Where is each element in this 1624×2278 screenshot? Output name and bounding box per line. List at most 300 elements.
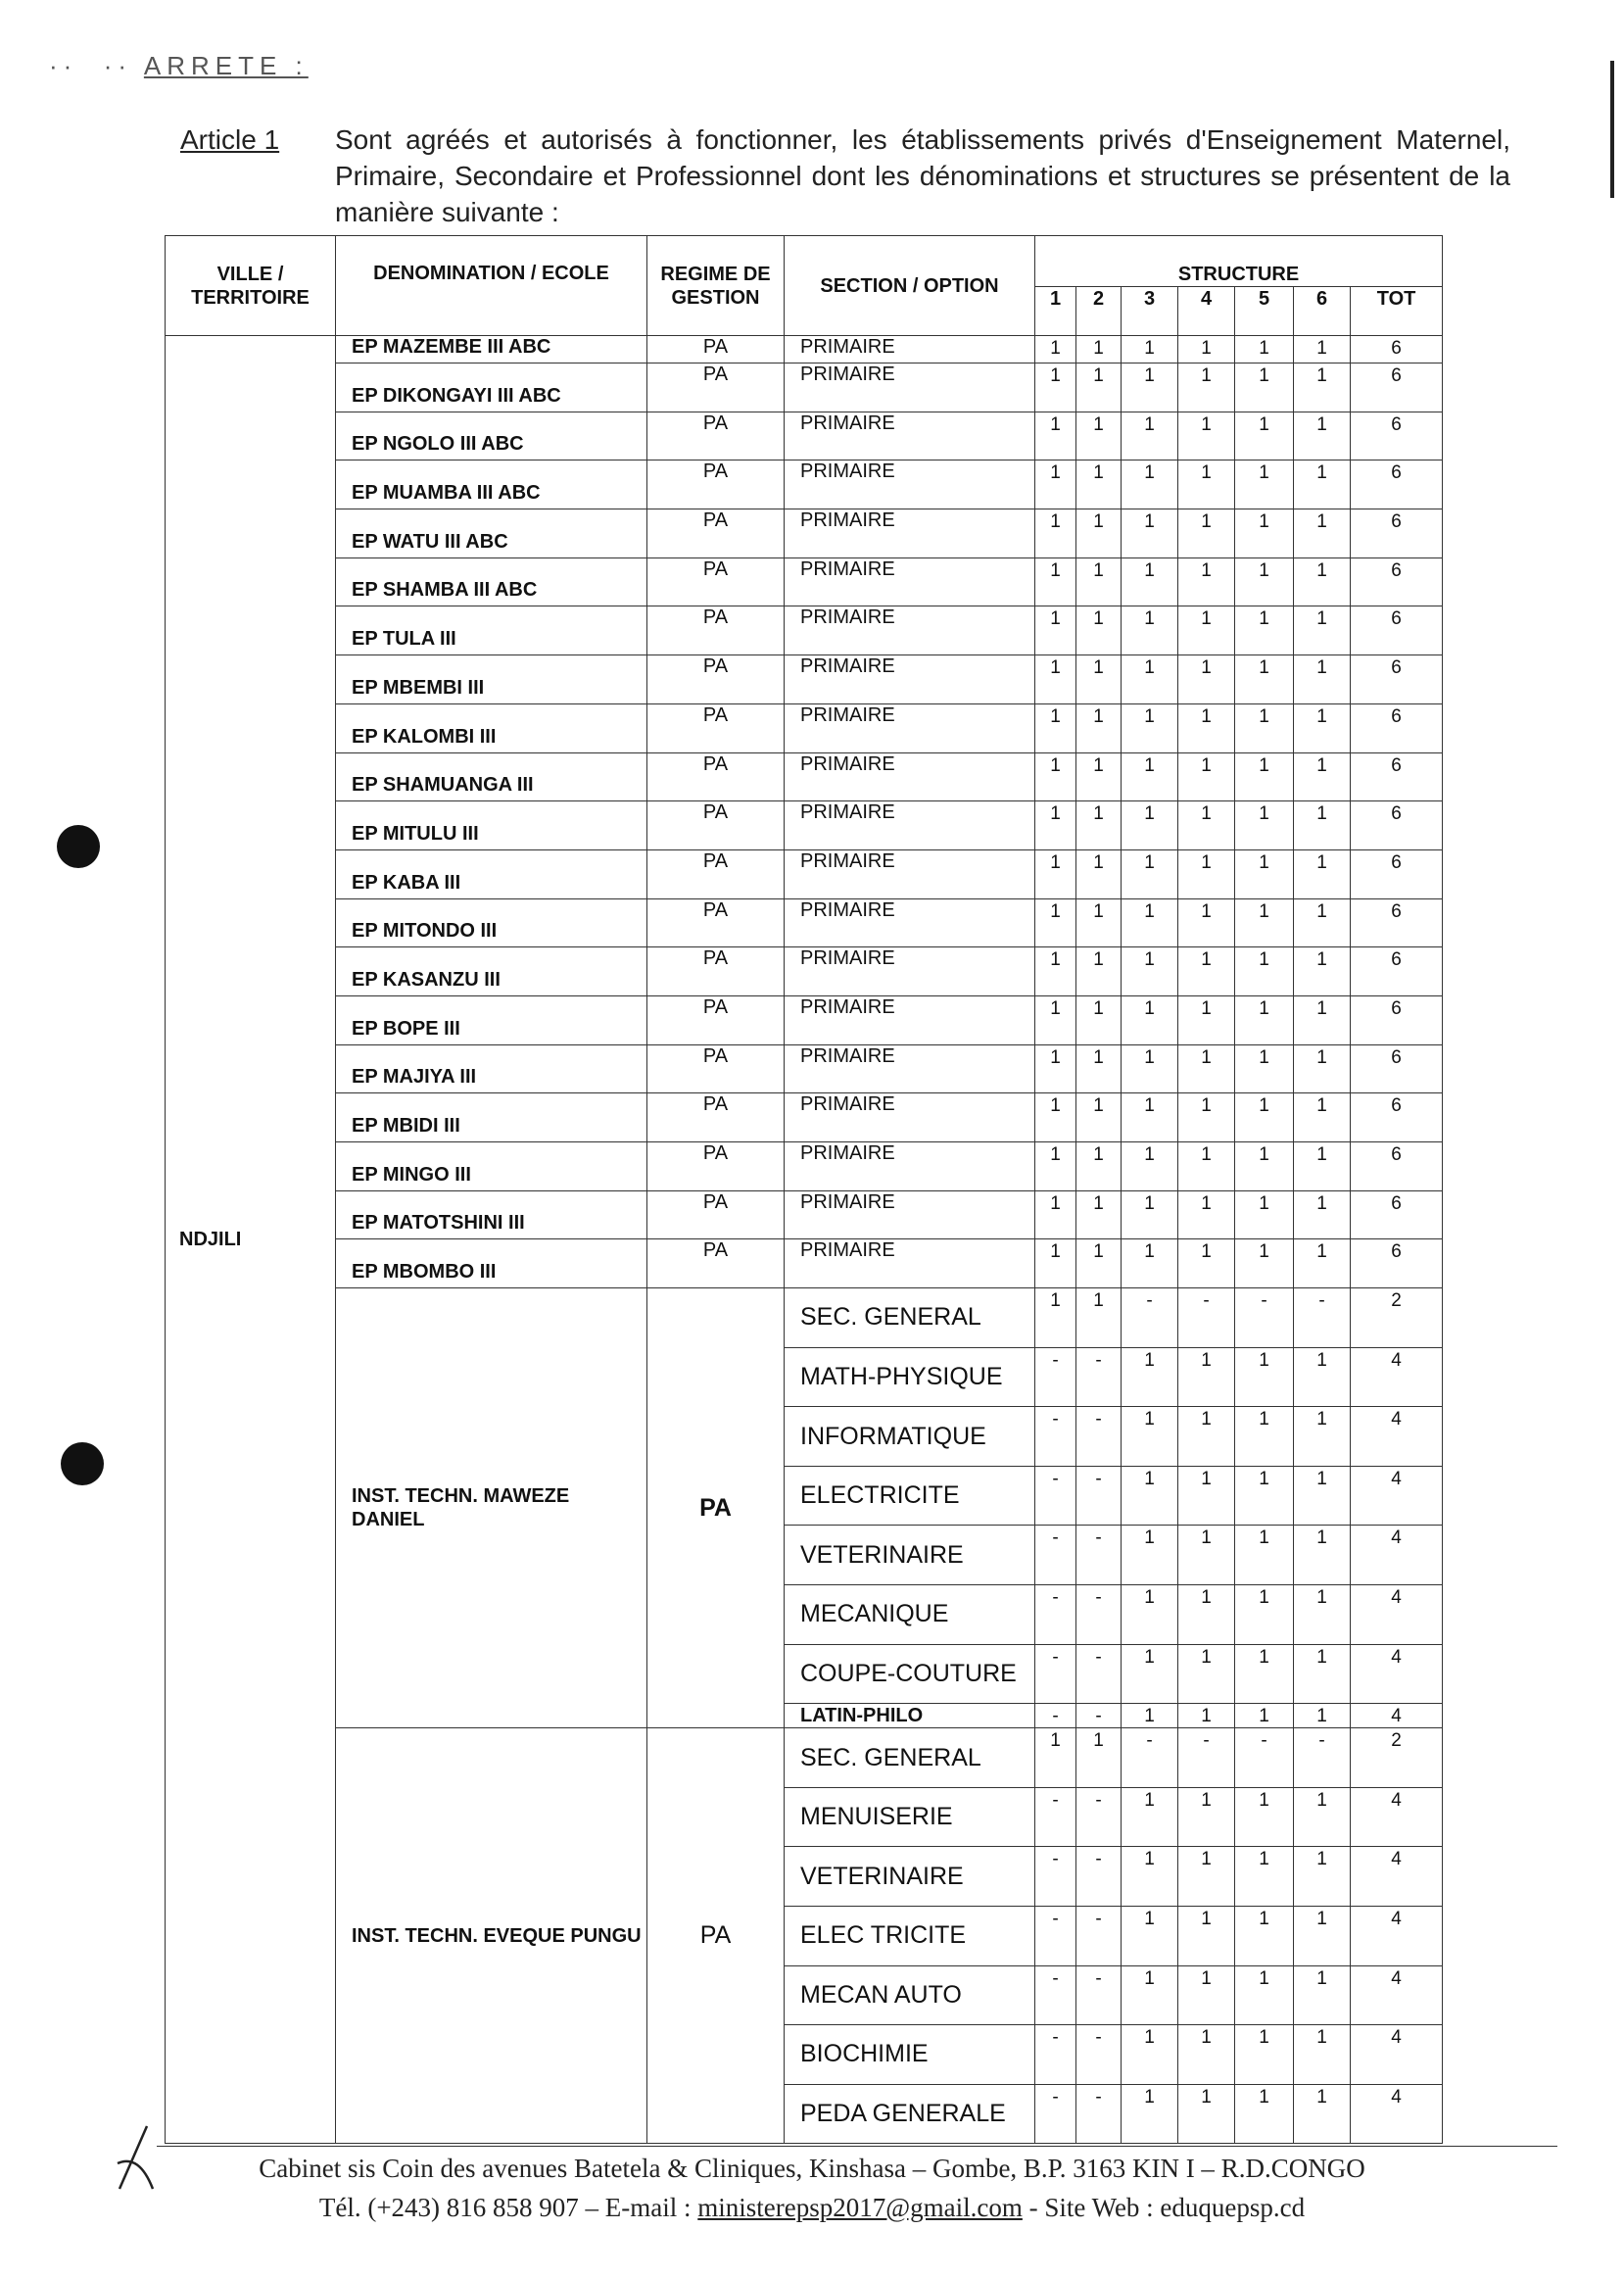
- structure-value: 1: [1235, 1239, 1294, 1288]
- structure-value: 6: [1351, 1093, 1443, 1142]
- option-cell: MECANIQUE: [785, 1585, 1035, 1645]
- structure-value: -: [1035, 1526, 1076, 1585]
- header-col-1: 1: [1035, 287, 1076, 336]
- regime-cell: PA: [647, 364, 785, 412]
- school-name: EP MAZEMBE III ABC: [336, 336, 647, 364]
- school-name: EP DIKONGAYI III ABC: [336, 364, 647, 412]
- footer-contact: [0, 2193, 1624, 2223]
- option-cell: BIOCHIMIE: [785, 2025, 1035, 2085]
- structure-value: -: [1178, 1728, 1235, 1788]
- structure-value: 1: [1122, 1965, 1178, 2025]
- structure-value: -: [1076, 1644, 1122, 1704]
- structure-value: 1: [1235, 752, 1294, 801]
- structure-value: -: [1076, 1466, 1122, 1526]
- structure-value: 1: [1122, 336, 1178, 364]
- structure-value: 1: [1294, 1190, 1351, 1239]
- document-header-mark: ·· ·· ARRETE :: [49, 51, 309, 80]
- structure-value: 1: [1076, 364, 1122, 412]
- structure-value: 6: [1351, 557, 1443, 606]
- table-row: [166, 557, 1443, 606]
- structure-value: 1: [1076, 606, 1122, 655]
- structure-value: 1: [1294, 703, 1351, 752]
- punch-hole-mark: [57, 825, 100, 868]
- table-row: [166, 1093, 1443, 1142]
- structure-value: 1: [1178, 1239, 1235, 1288]
- structure-value: 1: [1035, 1044, 1076, 1093]
- structure-value: -: [1035, 1407, 1076, 1467]
- structure-value: -: [1076, 1347, 1122, 1407]
- structure-value: 1: [1294, 606, 1351, 655]
- structure-value: 6: [1351, 336, 1443, 364]
- structure-value: -: [1035, 2025, 1076, 2085]
- option-cell: VETERINAIRE: [785, 1526, 1035, 1585]
- structure-value: 1: [1178, 1093, 1235, 1142]
- structure-value: 1: [1035, 947, 1076, 996]
- structure-value: 4: [1351, 2025, 1443, 2085]
- structure-value: 1: [1122, 995, 1178, 1044]
- structure-value: 1: [1235, 2084, 1294, 2144]
- structure-value: 1: [1294, 1907, 1351, 1966]
- structure-value: 1: [1178, 1644, 1235, 1704]
- structure-value: 1: [1178, 557, 1235, 606]
- structure-value: 1: [1076, 1239, 1122, 1288]
- structure-value: -: [1235, 1728, 1294, 1788]
- structure-value: -: [1035, 1965, 1076, 2025]
- structure-value: 1: [1178, 606, 1235, 655]
- structure-value: 1: [1035, 336, 1076, 364]
- structure-value: 6: [1351, 703, 1443, 752]
- structure-value: 1: [1294, 1585, 1351, 1645]
- table-row: [166, 606, 1443, 655]
- section-cell: PRIMAIRE: [785, 1190, 1035, 1239]
- structure-value: 1: [1235, 1407, 1294, 1467]
- structure-value: 1: [1294, 2025, 1351, 2085]
- header-structure: STRUCTURE: [1035, 236, 1443, 287]
- structure-value: 1: [1122, 557, 1178, 606]
- structure-value: 4: [1351, 1347, 1443, 1407]
- table-row: [166, 1728, 1443, 1788]
- option-cell: ELECTRICITE: [785, 1466, 1035, 1526]
- table-row: [166, 947, 1443, 996]
- regime-cell: PA: [647, 509, 785, 558]
- structure-value: 1: [1035, 1190, 1076, 1239]
- structure-value: 1: [1122, 947, 1178, 996]
- structure-value: -: [1035, 1704, 1076, 1728]
- structure-value: 1: [1122, 898, 1178, 947]
- structure-value: 1: [1235, 412, 1294, 460]
- school-name: EP MAJIYA III: [336, 1044, 647, 1093]
- structure-value: 1: [1122, 412, 1178, 460]
- structure-value: 1: [1294, 898, 1351, 947]
- option-cell: MENUISERIE: [785, 1787, 1035, 1847]
- section-cell: PRIMAIRE: [785, 336, 1035, 364]
- structure-value: 1: [1122, 2025, 1178, 2085]
- regime-cell: PA: [647, 1239, 785, 1288]
- structure-value: -: [1035, 1585, 1076, 1645]
- table-row: [166, 801, 1443, 850]
- structure-value: 1: [1122, 752, 1178, 801]
- structure-value: 1: [1035, 849, 1076, 898]
- structure-value: 1: [1178, 1347, 1235, 1407]
- school-name: EP NGOLO III ABC: [336, 412, 647, 460]
- section-cell: PRIMAIRE: [785, 752, 1035, 801]
- option-cell: MATH-PHYSIQUE: [785, 1347, 1035, 1407]
- table-row: [166, 460, 1443, 509]
- structure-value: 1: [1122, 1907, 1178, 1966]
- structure-value: 1: [1178, 336, 1235, 364]
- structure-value: 1: [1122, 1093, 1178, 1142]
- structure-value: 1: [1035, 1239, 1076, 1288]
- header-col-tot: TOT: [1351, 287, 1443, 336]
- structure-value: 1: [1294, 1466, 1351, 1526]
- structure-value: 6: [1351, 655, 1443, 704]
- regime-cell: PA: [647, 1728, 785, 2144]
- structure-value: 1: [1235, 947, 1294, 996]
- structure-value: 1: [1294, 849, 1351, 898]
- structure-value: 1: [1178, 1965, 1235, 2025]
- structure-value: -: [1076, 1787, 1122, 1847]
- regime-cell: PA: [647, 947, 785, 996]
- structure-value: 4: [1351, 1466, 1443, 1526]
- regime-cell: PA: [647, 849, 785, 898]
- article-label: Article 1: [180, 124, 280, 155]
- structure-value: 1: [1178, 898, 1235, 947]
- header-col-3: 3: [1122, 287, 1178, 336]
- structure-value: 1: [1076, 849, 1122, 898]
- section-cell: PRIMAIRE: [785, 1044, 1035, 1093]
- structure-value: 1: [1122, 1585, 1178, 1645]
- regime-cell: PA: [647, 1190, 785, 1239]
- structure-value: 1: [1294, 1093, 1351, 1142]
- structure-value: 4: [1351, 1847, 1443, 1907]
- structure-value: 1: [1122, 460, 1178, 509]
- school-name: EP KALOMBI III: [336, 703, 647, 752]
- footer-divider: [157, 2146, 1557, 2147]
- structure-value: 1: [1294, 557, 1351, 606]
- structure-value: -: [1294, 1728, 1351, 1788]
- structure-value: 1: [1122, 1044, 1178, 1093]
- structure-value: 4: [1351, 1704, 1443, 1728]
- structure-value: 4: [1351, 1407, 1443, 1467]
- section-cell: PRIMAIRE: [785, 947, 1035, 996]
- structure-value: 1: [1178, 849, 1235, 898]
- structure-value: 1: [1076, 995, 1122, 1044]
- section-cell: PRIMAIRE: [785, 509, 1035, 558]
- structure-value: 4: [1351, 1644, 1443, 1704]
- structure-value: 1: [1178, 1142, 1235, 1191]
- structure-value: 1: [1035, 1288, 1076, 1348]
- structure-value: 1: [1076, 752, 1122, 801]
- structure-value: 6: [1351, 460, 1443, 509]
- structure-value: 1: [1122, 655, 1178, 704]
- regime-cell: PA: [647, 1044, 785, 1093]
- structure-value: 4: [1351, 1907, 1443, 1966]
- structure-value: 1: [1294, 509, 1351, 558]
- structure-value: 1: [1294, 412, 1351, 460]
- regime-cell: PA: [647, 703, 785, 752]
- structure-value: -: [1035, 2084, 1076, 2144]
- section-cell: PRIMAIRE: [785, 557, 1035, 606]
- structure-value: 1: [1122, 801, 1178, 850]
- structure-value: -: [1035, 1787, 1076, 1847]
- school-name: EP MITONDO III: [336, 898, 647, 947]
- structure-value: 1: [1122, 1347, 1178, 1407]
- structure-value: 1: [1122, 1190, 1178, 1239]
- structure-value: 1: [1178, 752, 1235, 801]
- section-cell: PRIMAIRE: [785, 849, 1035, 898]
- structure-value: 1: [1235, 1585, 1294, 1645]
- structure-value: 1: [1235, 849, 1294, 898]
- school-name: EP MBIDI III: [336, 1093, 647, 1142]
- regime-cell: PA: [647, 995, 785, 1044]
- structure-value: 1: [1178, 364, 1235, 412]
- section-cell: PRIMAIRE: [785, 1093, 1035, 1142]
- regime-cell: PA: [647, 1093, 785, 1142]
- header-ville: VILLE / TERRITOIRE: [166, 236, 336, 336]
- structure-value: 6: [1351, 509, 1443, 558]
- header-regime: REGIME DE GESTION: [647, 236, 785, 336]
- section-cell: PRIMAIRE: [785, 1142, 1035, 1191]
- school-name: EP BOPE III: [336, 995, 647, 1044]
- table-row: [166, 1142, 1443, 1191]
- structure-value: 1: [1294, 1044, 1351, 1093]
- table-row: [166, 1239, 1443, 1288]
- structure-value: 1: [1122, 849, 1178, 898]
- header-col-6: 6: [1294, 287, 1351, 336]
- structure-value: 6: [1351, 412, 1443, 460]
- structure-value: 1: [1178, 1466, 1235, 1526]
- structure-value: 1: [1076, 1288, 1122, 1348]
- structure-value: 1: [1235, 1847, 1294, 1907]
- footer-email-link[interactable]: ministerepsp2017@gmail.com: [697, 2193, 1023, 2222]
- section-cell: PRIMAIRE: [785, 364, 1035, 412]
- structure-value: 6: [1351, 995, 1443, 1044]
- structure-value: 1: [1294, 460, 1351, 509]
- option-cell: SEC. GENERAL: [785, 1728, 1035, 1788]
- school-name: EP KABA III: [336, 849, 647, 898]
- structure-value: 1: [1035, 801, 1076, 850]
- article-paragraph: [180, 121, 1512, 227]
- structure-value: 1: [1178, 1407, 1235, 1467]
- option-cell: COUPE-COUTURE: [785, 1644, 1035, 1704]
- regime-cell: PA: [647, 898, 785, 947]
- structure-value: 1: [1235, 2025, 1294, 2085]
- regime-cell: PA: [647, 412, 785, 460]
- structure-value: 6: [1351, 364, 1443, 412]
- structure-value: 1: [1294, 947, 1351, 996]
- header-col-5: 5: [1235, 287, 1294, 336]
- punch-hole-mark: [61, 1442, 104, 1485]
- structure-value: 6: [1351, 947, 1443, 996]
- structure-value: 1: [1076, 1093, 1122, 1142]
- structure-value: 1: [1122, 1239, 1178, 1288]
- structure-value: 1: [1076, 1190, 1122, 1239]
- structure-value: -: [1178, 1288, 1235, 1348]
- structure-value: 1: [1235, 1190, 1294, 1239]
- structure-value: 4: [1351, 1965, 1443, 2025]
- structure-value: 1: [1235, 1347, 1294, 1407]
- structure-value: 1: [1235, 509, 1294, 558]
- structure-value: 1: [1178, 995, 1235, 1044]
- regime-cell: PA: [647, 1288, 785, 1728]
- section-cell: PRIMAIRE: [785, 1239, 1035, 1288]
- structure-value: 1: [1235, 655, 1294, 704]
- structure-value: -: [1076, 1907, 1122, 1966]
- structure-value: 1: [1294, 1347, 1351, 1407]
- structure-value: 1: [1076, 801, 1122, 850]
- regime-cell: PA: [647, 1142, 785, 1191]
- structure-value: 1: [1076, 1728, 1122, 1788]
- structure-value: 1: [1035, 509, 1076, 558]
- structure-value: 1: [1235, 557, 1294, 606]
- structure-value: -: [1035, 1847, 1076, 1907]
- structure-value: -: [1122, 1728, 1178, 1788]
- structure-value: 1: [1294, 1239, 1351, 1288]
- structure-value: -: [1035, 1644, 1076, 1704]
- structure-value: 1: [1294, 752, 1351, 801]
- table-row: [166, 703, 1443, 752]
- structure-value: 1: [1122, 364, 1178, 412]
- option-cell: SEC. GENERAL: [785, 1288, 1035, 1348]
- structure-value: 1: [1076, 557, 1122, 606]
- table-row: [166, 898, 1443, 947]
- regime-cell: PA: [647, 801, 785, 850]
- structure-value: 1: [1035, 364, 1076, 412]
- structure-value: 1: [1122, 606, 1178, 655]
- table-row: [166, 655, 1443, 704]
- structure-value: 1: [1076, 655, 1122, 704]
- structure-value: -: [1076, 2084, 1122, 2144]
- school-name: EP MUAMBA III ABC: [336, 460, 647, 509]
- school-name: EP WATU III ABC: [336, 509, 647, 558]
- structure-value: 1: [1294, 655, 1351, 704]
- school-name: EP MBOMBO III: [336, 1239, 647, 1288]
- structure-value: 6: [1351, 1142, 1443, 1191]
- structure-value: 1: [1122, 1787, 1178, 1847]
- structure-value: 1: [1035, 703, 1076, 752]
- structure-value: 1: [1294, 1847, 1351, 1907]
- section-cell: PRIMAIRE: [785, 606, 1035, 655]
- option-cell: ELEC TRICITE: [785, 1907, 1035, 1966]
- structure-value: 1: [1035, 1093, 1076, 1142]
- structure-value: 2: [1351, 1728, 1443, 1788]
- structure-value: 1: [1178, 1526, 1235, 1585]
- schools-table: [165, 235, 1443, 2144]
- structure-value: 1: [1235, 898, 1294, 947]
- structure-value: 1: [1235, 1787, 1294, 1847]
- structure-value: 1: [1294, 1644, 1351, 1704]
- structure-value: 1: [1178, 1907, 1235, 1966]
- structure-value: 1: [1294, 801, 1351, 850]
- school-name: EP TULA III: [336, 606, 647, 655]
- structure-value: 1: [1122, 509, 1178, 558]
- structure-value: 6: [1351, 752, 1443, 801]
- structure-value: 1: [1178, 1044, 1235, 1093]
- option-cell: MECAN AUTO: [785, 1965, 1035, 2025]
- structure-value: 1: [1235, 1466, 1294, 1526]
- school-name: EP SHAMBA III ABC: [336, 557, 647, 606]
- structure-value: 1: [1178, 947, 1235, 996]
- school-name: EP KASANZU III: [336, 947, 647, 996]
- structure-value: 1: [1178, 655, 1235, 704]
- arrete-heading: ARRETE :: [143, 51, 309, 80]
- regime-cell: PA: [647, 606, 785, 655]
- footer-address: Cabinet sis Coin des avenues Batetela & Cliniques, Kinshasa – Gombe, B.P. 3163 KIN I – R.D.CONGO: [259, 2154, 1365, 2183]
- structure-value: -: [1076, 1526, 1122, 1585]
- structure-value: 1: [1035, 1728, 1076, 1788]
- ville-cell: NDJILI: [166, 336, 336, 2144]
- structure-value: 1: [1235, 364, 1294, 412]
- school-name: EP MITULU III: [336, 801, 647, 850]
- structure-value: -: [1235, 1288, 1294, 1348]
- structure-value: 4: [1351, 1787, 1443, 1847]
- structure-value: 1: [1076, 412, 1122, 460]
- structure-value: 1: [1235, 1044, 1294, 1093]
- table-row: [166, 995, 1443, 1044]
- structure-value: 1: [1178, 703, 1235, 752]
- structure-value: 1: [1076, 898, 1122, 947]
- structure-value: 1: [1178, 509, 1235, 558]
- structure-value: 1: [1035, 995, 1076, 1044]
- structure-value: 1: [1294, 1526, 1351, 1585]
- structure-value: -: [1035, 1907, 1076, 1966]
- header-col-4: 4: [1178, 287, 1235, 336]
- structure-value: -: [1076, 1407, 1122, 1467]
- structure-value: 1: [1178, 2084, 1235, 2144]
- structure-value: 1: [1235, 703, 1294, 752]
- structure-value: -: [1076, 1847, 1122, 1907]
- option-cell: INFORMATIQUE: [785, 1407, 1035, 1467]
- institute-name: INST. TECHN. MAWEZE DANIEL: [336, 1288, 647, 1728]
- section-cell: PRIMAIRE: [785, 655, 1035, 704]
- structure-value: 1: [1235, 1142, 1294, 1191]
- section-cell: PRIMAIRE: [785, 898, 1035, 947]
- structure-value: 1: [1178, 1585, 1235, 1645]
- regime-cell: PA: [647, 655, 785, 704]
- structure-value: 1: [1294, 336, 1351, 364]
- structure-value: 1: [1178, 801, 1235, 850]
- structure-value: 1: [1035, 460, 1076, 509]
- margin-bar: [1610, 61, 1614, 198]
- structure-value: 1: [1235, 1965, 1294, 2025]
- structure-value: 1: [1122, 1644, 1178, 1704]
- footer-website: - Site Web : eduquepsp.cd: [1022, 2193, 1306, 2222]
- structure-value: 1: [1076, 947, 1122, 996]
- regime-cell: PA: [647, 752, 785, 801]
- table-row: [166, 412, 1443, 460]
- structure-value: 1: [1294, 1965, 1351, 2025]
- structure-value: 6: [1351, 1044, 1443, 1093]
- structure-value: 1: [1178, 1704, 1235, 1728]
- structure-value: -: [1122, 1288, 1178, 1348]
- structure-value: -: [1035, 1466, 1076, 1526]
- structure-value: 1: [1122, 1466, 1178, 1526]
- institute-name: INST. TECHN. EVEQUE PUNGU: [336, 1728, 647, 2144]
- section-cell: PRIMAIRE: [785, 460, 1035, 509]
- structure-value: 1: [1076, 703, 1122, 752]
- structure-value: 4: [1351, 1526, 1443, 1585]
- structure-value: -: [1294, 1288, 1351, 1348]
- structure-value: 1: [1076, 1142, 1122, 1191]
- structure-value: 6: [1351, 1239, 1443, 1288]
- school-name: EP SHAMUANGA III: [336, 752, 647, 801]
- structure-value: 1: [1294, 2084, 1351, 2144]
- structure-value: 1: [1178, 1190, 1235, 1239]
- structure-value: 1: [1122, 1142, 1178, 1191]
- structure-value: -: [1035, 1347, 1076, 1407]
- structure-value: 1: [1122, 2084, 1178, 2144]
- school-name: EP MBEMBI III: [336, 655, 647, 704]
